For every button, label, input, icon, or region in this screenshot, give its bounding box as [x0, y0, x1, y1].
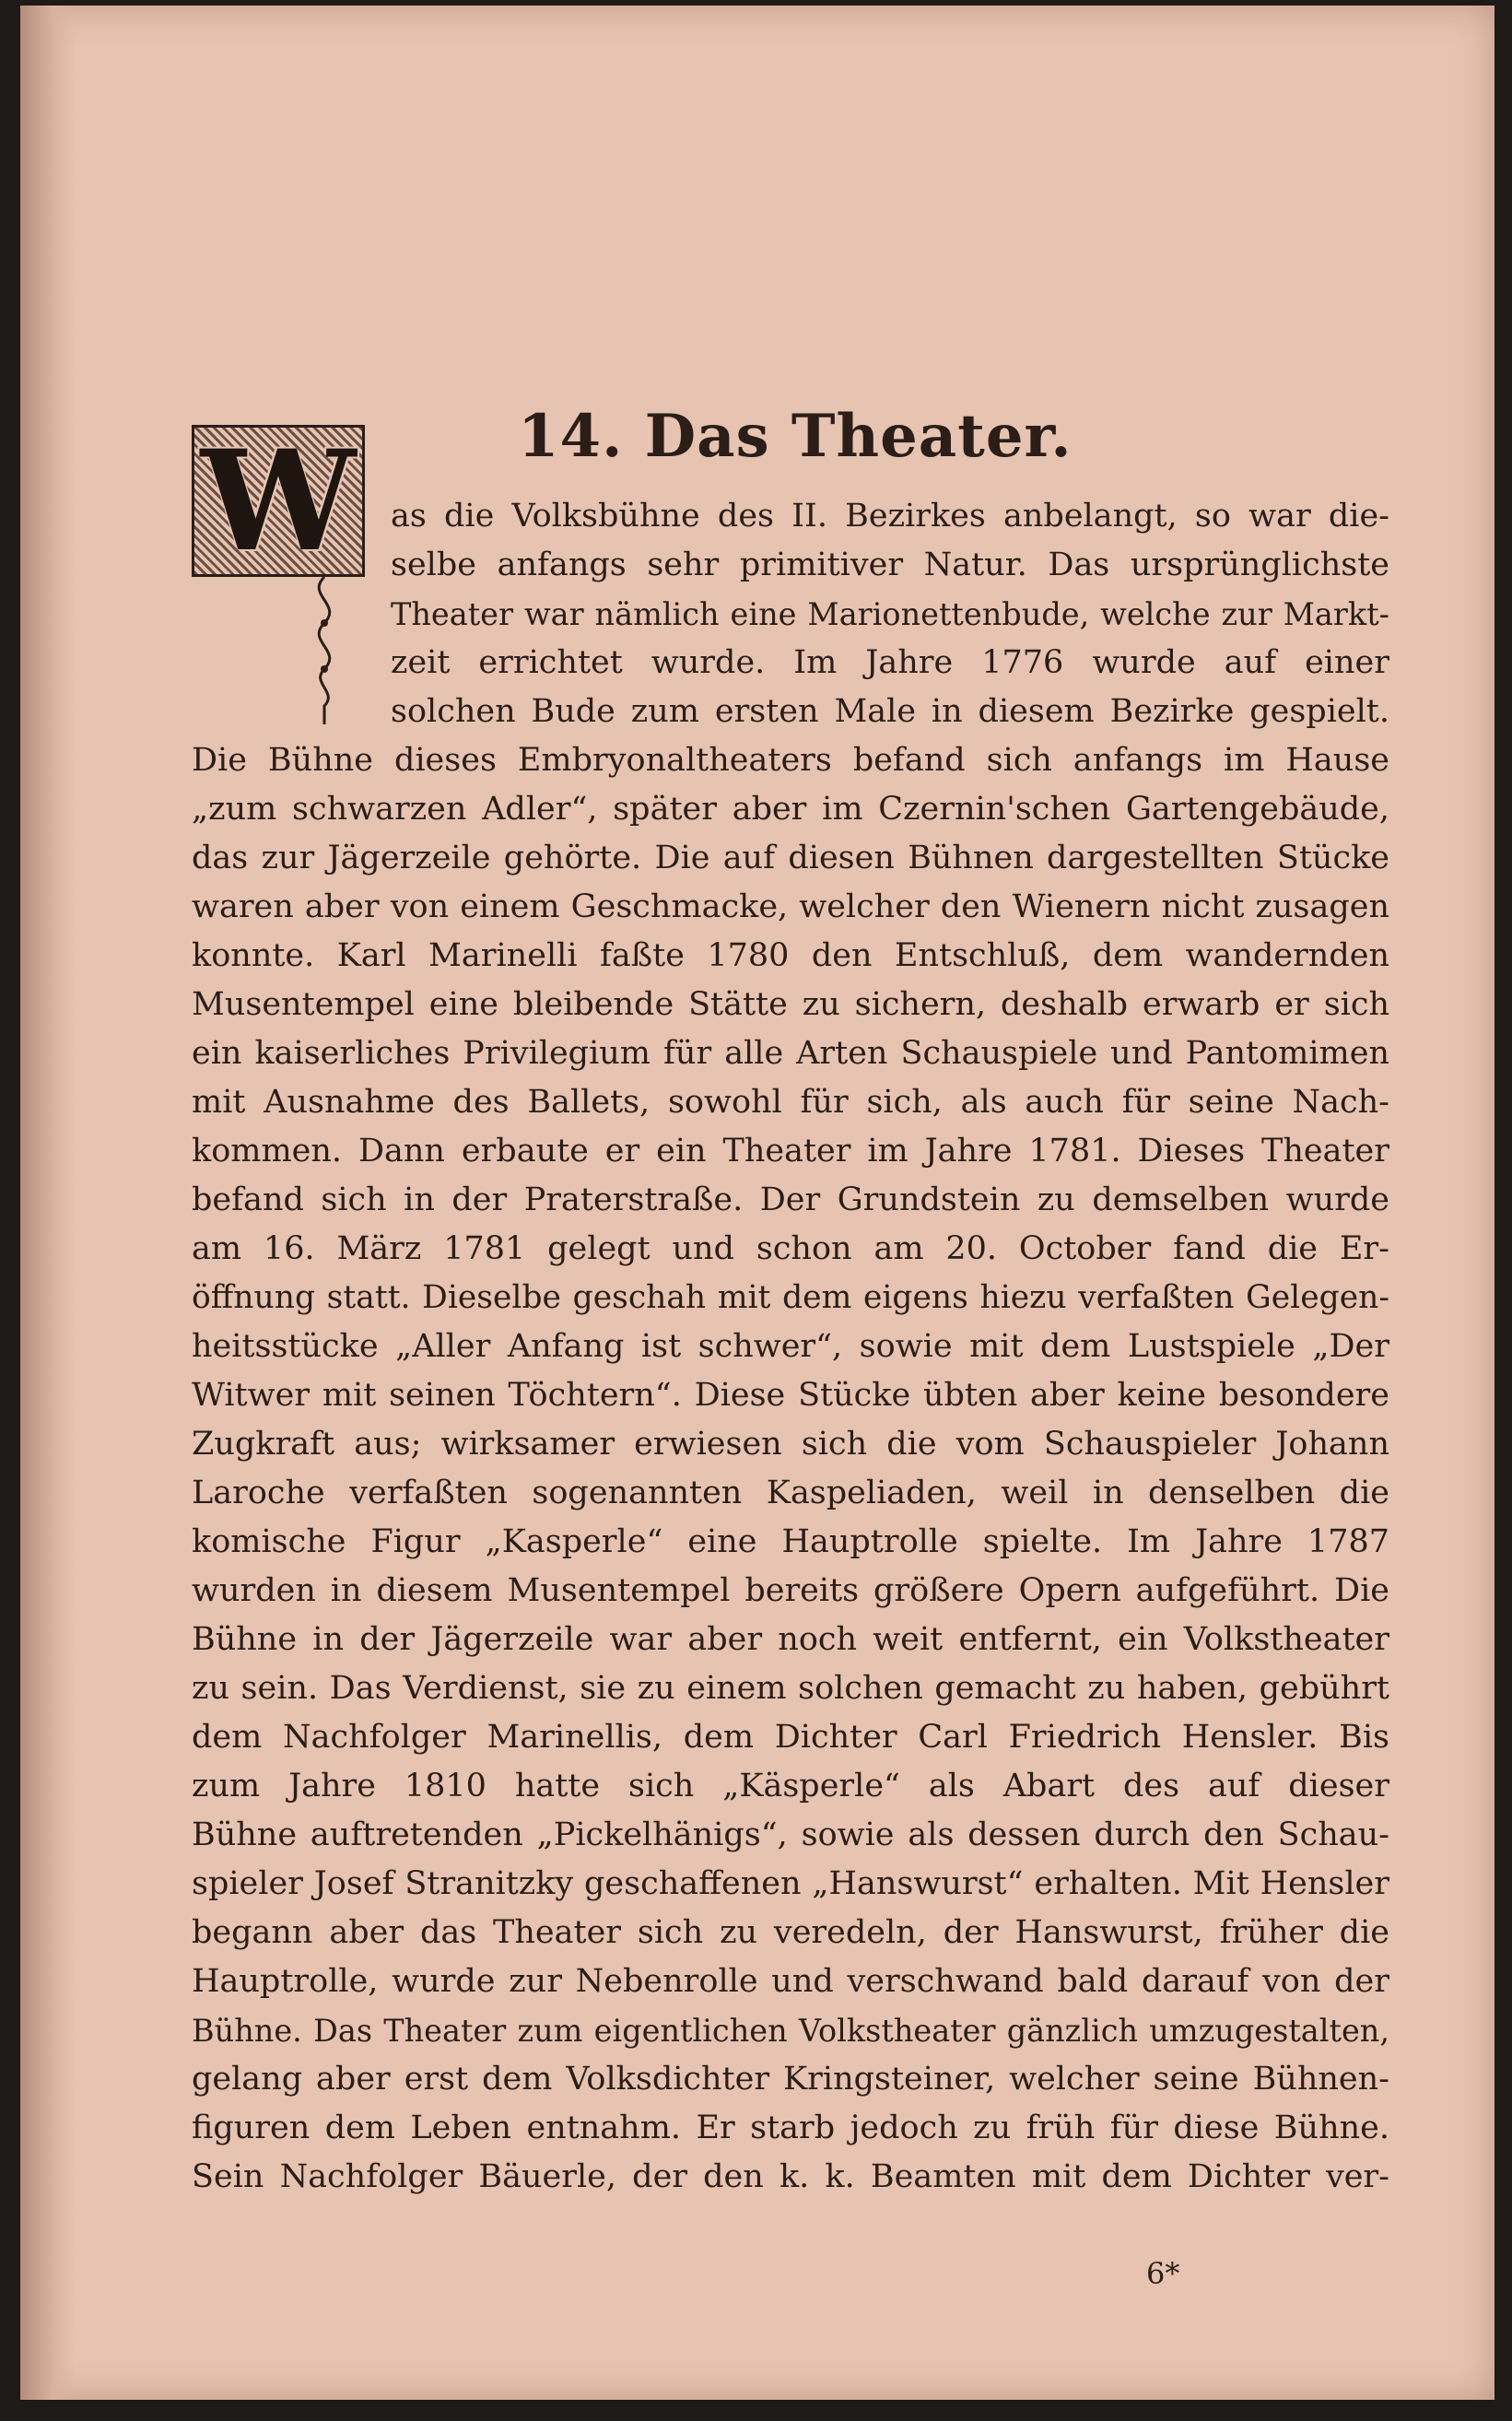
text-line: das zur Jägerzeile gehörte. Die auf diesen Bühnen dargestellten Stücke: [192, 840, 1389, 876]
text-line: ein kaiserliches Privilegium für alle Arten Schauspiele und Pantomimen: [192, 1035, 1389, 1072]
text-line: Zugkraft aus; wirksamer erwiesen sich die vom Schauspieler Johann: [192, 1426, 1389, 1463]
text-line: as die Volksbühne des II. Bezirkes anbelangt, so war die-: [391, 498, 1389, 535]
initial-letter: W: [200, 419, 357, 582]
text-line: dem Nachfolger Marinellis, dem Dichter Carl Friedrich Hensler. Bis: [192, 1719, 1389, 1756]
text-line: öffnung statt. Dieselbe geschah mit dem eigens hiezu verfaßten Gelegen-: [192, 1279, 1389, 1316]
text-line: begann aber das Theater sich zu veredeln, der Hanswurst, früher die: [192, 1914, 1389, 1951]
chapter-heading: [518, 402, 1181, 471]
text-line: Witwer mit seinen Töchtern“. Diese Stücke übten aber keine besondere: [192, 1377, 1389, 1414]
text-line: Bühne auftretenden „Pickelhänigs“, sowie als dessen durch den Schau-: [192, 1816, 1389, 1853]
text-line: Musentempel eine bleibende Stätte zu sichern, deshalb erwarb er sich: [192, 986, 1389, 1023]
text-line: „zum schwarzen Adler“, später aber im Czernin'schen Gartengebäude,: [192, 791, 1389, 828]
text-line: selbe anfangs sehr primitiver Natur. Das ursprünglichste: [391, 546, 1389, 583]
text-line: spieler Josef Stranitzky geschaffenen „Hanswurst“ erhalten. Mit Hensler: [192, 1865, 1389, 1902]
text-line: figuren dem Leben entnahm. Er starb jedoch zu früh für diese Bühne.: [192, 2110, 1389, 2146]
text-line: komische Figur „Kasperle“ eine Hauptrolle spielte. Im Jahre 1787: [192, 1523, 1389, 1560]
text-line: Die Bühne dieses Embryonaltheaters befand sich anfangs im Hause: [192, 742, 1389, 779]
text-line: konnte. Karl Marinelli faßte 1780 den Entschluß, dem wandernden: [192, 937, 1389, 974]
text-line: kommen. Dann erbaute er ein Theater im Jahre 1781. Dieses Theater: [192, 1133, 1389, 1169]
page-number: 6*: [1146, 2256, 1180, 2291]
chapter-number: 14.: [518, 402, 624, 471]
book-page: [20, 6, 1494, 2400]
text-line: mit Ausnahme des Ballets, sowohl für sich, als auch für seine Nach-: [192, 1084, 1389, 1121]
text-line: Bühne in der Jägerzeile war aber noch weit entfernt, ein Volkstheater: [192, 1621, 1389, 1658]
text-line: wurden in diesem Musentempel bereits größere Opern aufgeführt. Die: [192, 1572, 1389, 1609]
text-line: am 16. März 1781 gelegt und schon am 20. October fand die Er-: [192, 1230, 1389, 1267]
text-line: Bühne. Das Theater zum eigentlichen Volkstheater gänzlich umzugestalten,: [192, 2013, 1389, 2049]
text-line: Sein Nachfolger Bäuerle, der den k. k. Beamten mit dem Dichter ver-: [192, 2158, 1389, 2195]
text-line: zu sein. Das Verdienst, sie zu einem solchen gemacht zu haben, gebührt: [192, 1670, 1389, 1707]
text-line: gelang aber erst dem Volksdichter Kringsteiner, welcher seine Bühnen-: [192, 2061, 1389, 2098]
chapter-title: Das Theater.: [644, 402, 1072, 471]
text-line: Laroche verfaßten sogenannten Kaspeliaden, weil in denselben die: [192, 1475, 1389, 1511]
text-line: zeit errichtet wurde. Im Jahre 1776 wurde auf einer: [391, 644, 1389, 681]
body-text: [192, 492, 1389, 2202]
text-line: befand sich in der Praterstraße. Der Grundstein zu demselben wurde: [192, 1181, 1389, 1218]
text-line: heitsstücke „Aller Anfang ist schwer“, sowie mit dem Lustspiele „Der: [192, 1328, 1389, 1365]
text-line: zum Jahre 1810 hatte sich „Käsperle“ als Abart des auf dieser: [192, 1768, 1389, 1804]
text-line: Hauptrolle, wurde zur Nebenrolle und verschwand bald darauf von der: [192, 1963, 1389, 2000]
text-line: solchen Bude zum ersten Male in diesem Bezirke gespielt.: [391, 693, 1389, 730]
page-spine-shadow: [20, 6, 76, 2400]
text-line: waren aber von einem Geschmacke, welcher den Wienern nicht zusagen: [192, 888, 1389, 925]
text-line: Theater war nämlich eine Marionettenbude, welche zur Markt-: [391, 596, 1389, 632]
